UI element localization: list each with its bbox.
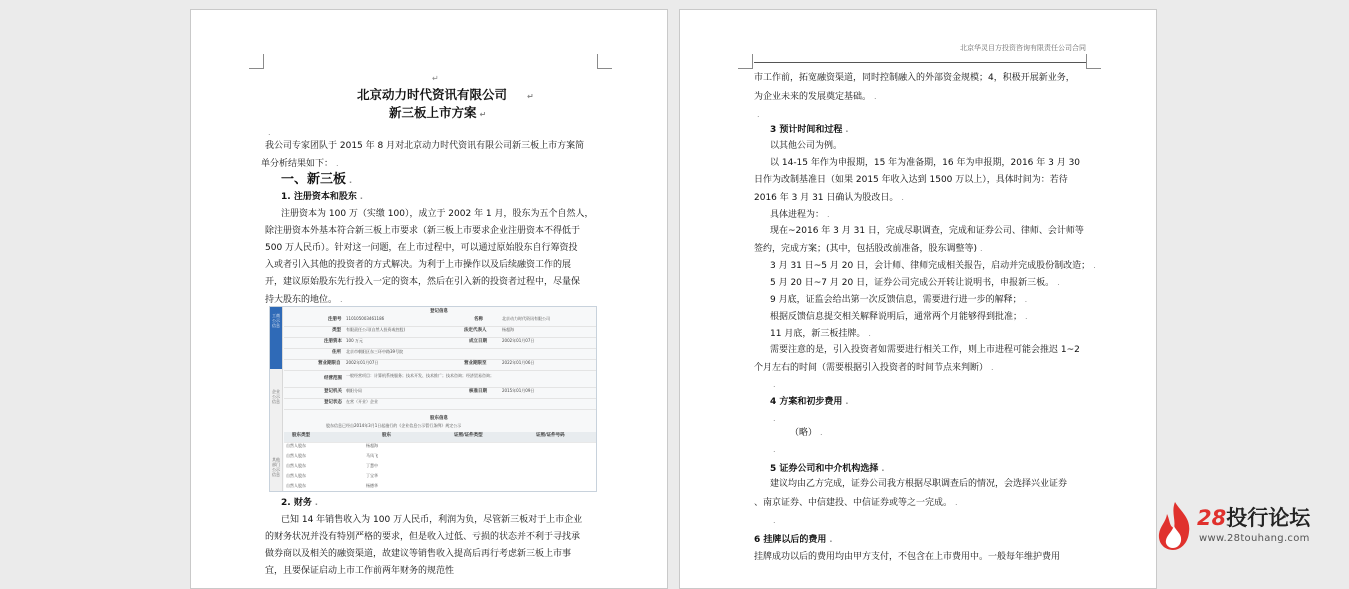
shareholder-row: 自然人股东 马凤飞 (284, 453, 596, 464)
body-line: 500 万人民币）。针对这一问题，在上市过程中，可以通过原始股东自行筹资投 (265, 243, 578, 253)
shareholder-row: 自然人股东 杨德华 (284, 483, 596, 492)
form-row: 注册资本 100 万元 成立日期 2002年01月07日 (284, 338, 596, 349)
margin-corner-mark (597, 54, 612, 69)
form-row: 登记状态 在营（开业）企业 (284, 399, 596, 410)
shareholder-row: 自然人股东 丁宝华 (284, 473, 596, 484)
body-line: 5 月 20 日~7 月 20 日，证券公司完成公开转让说明书，申报新三板。 . (770, 278, 1060, 288)
form-row: 住所 北京市朝阳区东三环中路39号院 (284, 349, 596, 360)
body-line: 宜，且要保证启动上市工作前两年财务的规范性 (265, 566, 455, 576)
document-page-2 (679, 9, 1157, 589)
logo-url: www.28touhang.com (1199, 533, 1310, 544)
paragraph-mark: . (757, 110, 760, 119)
form-side-tabs (270, 307, 283, 491)
section-heading: 一、新三板 . (281, 172, 353, 187)
body-line: 以 14-15 年作为申报期，15 年为准备期，16 年为申报期，2016 年 3 月 30 (770, 158, 1081, 168)
form-row: 营业期限自 2002年01月07日 营业期限至 2022年01月06日 (284, 360, 596, 371)
body-line: 市工作前，拓宽融资渠道，同时控制融入的外部资金规模；4，积极开展新业务， (754, 73, 1075, 83)
paragraph-mark: ↵ (432, 74, 439, 83)
doc-title-line1: 北京动力时代资讯有限公司 ↵ (357, 87, 534, 102)
page-header: 北京华灵目方投资咨询有限责任公司合同 (960, 44, 1086, 52)
intro-line: 单分析结果如下： . (261, 159, 339, 169)
shareholder-row: 自然人股东 杨超海 (284, 443, 596, 454)
body-line: 建议均由乙方完成，证券公司我方根据尽职调查后的情况，会选择兴业证券 (770, 479, 1068, 489)
form-row: 注册号 110105003461186 名称 北京动力时代资讯有限公司 (284, 316, 596, 327)
shareholder-title: 股东信息 (430, 416, 448, 421)
paragraph-mark: . (773, 445, 776, 454)
paragraph-mark: . (268, 128, 271, 137)
paragraph-mark: . (773, 380, 776, 389)
margin-corner-mark (1086, 54, 1101, 69)
header-rule (754, 62, 1086, 63)
section-heading: 4 方案和初步费用 . (770, 397, 849, 407)
body-line: 具体进程为： . (770, 210, 830, 220)
body-line: 做券商以及相关的融资渠道，故建议等销售收入提高后再行考虑新三板上市事 (265, 549, 572, 559)
form-side-tab: 工商公示信息 (272, 313, 280, 328)
flame-icon (1155, 500, 1195, 552)
logo-text: 28投行论坛 (1197, 506, 1311, 530)
body-line: 挂牌成功以后的费用均由甲方支付，不包含在上市费用中。一般每年维护费用 (754, 552, 1061, 562)
form-title: 登记信息 (430, 309, 448, 314)
body-line: 入或者引入其他的投资者的方式解决。为利于上市操作以及后续融资工作的展 (265, 260, 572, 270)
body-line: 为企业未来的发展奠定基础。 . (754, 92, 877, 102)
body-line: 签约，完成方案；(其中，包括股改前准备，股东调整等) . (754, 244, 983, 254)
body-line: （略） . (790, 428, 823, 438)
form-row: 经营范围 一般经营项目：计算机系统服务；技术开发、技术推广；技术咨询；经济贸易咨询； (284, 371, 596, 388)
body-line: 持大股东的地位。 . (265, 295, 343, 305)
section-heading: 6 挂牌以后的费用 . (754, 535, 833, 545)
margin-corner-mark (738, 54, 753, 69)
form-side-tab: 企业公示信息 (272, 389, 280, 404)
body-line: 根据反馈信息提交相关解释说明后，通常两个月能够得到批准； . (770, 312, 1028, 322)
body-line: 已知 14 年销售收入为 100 万人民币，利润为负，尽管新三板对于上市企业 (281, 515, 583, 525)
body-line: 开，建议原始股东先行投入一定的资本，然后在引入新的投资者过程中，尽量保 (265, 277, 581, 287)
doc-title-line2: 新三板上市方案 ↵ (389, 105, 487, 120)
paragraph-mark: . (773, 516, 776, 525)
body-line: 、南京证券、中信建投、中信证券或等之一完成。 . (754, 498, 958, 508)
body-line: 3 月 31 日~5 月 20 日，会计师、律师完成相关报告，启动并完成股份制改造； . (770, 261, 1096, 271)
subsection-heading: 2. 财务 . (281, 498, 318, 508)
forum-logo (1155, 500, 1325, 552)
form-row: 类型 有限责任公司(自然人投资或控股) 法定代表人 杨超海 (284, 327, 596, 338)
body-line: 的财务状况并没有特别严格的要求，但是收入过低、亏损的状态并不利于寻找承 (265, 532, 581, 542)
intro-line: 我公司专家团队于 2015 年 8 月对北京动力时代资讯有限公司新三板上市方案简 (265, 141, 585, 151)
company-info-screenshot (269, 306, 597, 492)
body-line: 日作为改制基准日（如果 2015 年收入达到 1500 万以上），具体时间为：若待 (754, 175, 1068, 185)
section-heading: 3 预计时间和过程 . (770, 125, 849, 135)
document-page-1 (190, 9, 668, 589)
body-line: 需要注意的是，引入投资者如需要进行相关工作，则上市进程可能会推迟 1~2 (770, 345, 1080, 355)
form-row: 登记机关 朝阳分局 核准日期 2015年01月09日 (284, 388, 596, 399)
body-line: 9 月底，证监会给出第一次反馈信息，需要进行进一步的解释； . (770, 295, 1028, 305)
body-line: 个月左右的时间（需要根据引入投资者的时间节点来判断） . (754, 363, 994, 373)
shareholder-row: 自然人股东 丁慧中 (284, 463, 596, 474)
subsection-heading: 1. 注册资本和股东 . (281, 192, 363, 202)
body-line: 2016 年 3 月 31 日确认为股改日。 . (754, 193, 904, 203)
margin-corner-mark (249, 54, 264, 69)
body-line: 注册资本为 100 万（实缴 100），成立于 2002 年 1 月，股东为五个自然人， (281, 209, 594, 219)
body-line: 除注册资本外基本符合新三板上市要求（新三板上市要求企业注册资本不得低于 (265, 226, 581, 236)
section-heading: 5 证券公司和中介机构选择 . (770, 464, 885, 474)
paragraph-mark: . (773, 414, 776, 423)
body-line: 11 月底，新三板挂牌。 . (770, 329, 871, 339)
body-line: 现在~2016 年 3 月 31 日，完成尽职调查，完成和证券公司、律师、会计师等 (770, 226, 1084, 236)
shareholder-header: 股东类型 股东 证照/证件类型 证照/证件号码 (284, 432, 596, 443)
shareholder-note: 股东信息已经自2014年3月1日起施行的《企业信息公示暂行条例》规定公示 (326, 423, 462, 428)
form-side-tab: 其他部门公示信息 (272, 457, 280, 477)
body-line: 以其他公司为例。 (770, 141, 843, 151)
